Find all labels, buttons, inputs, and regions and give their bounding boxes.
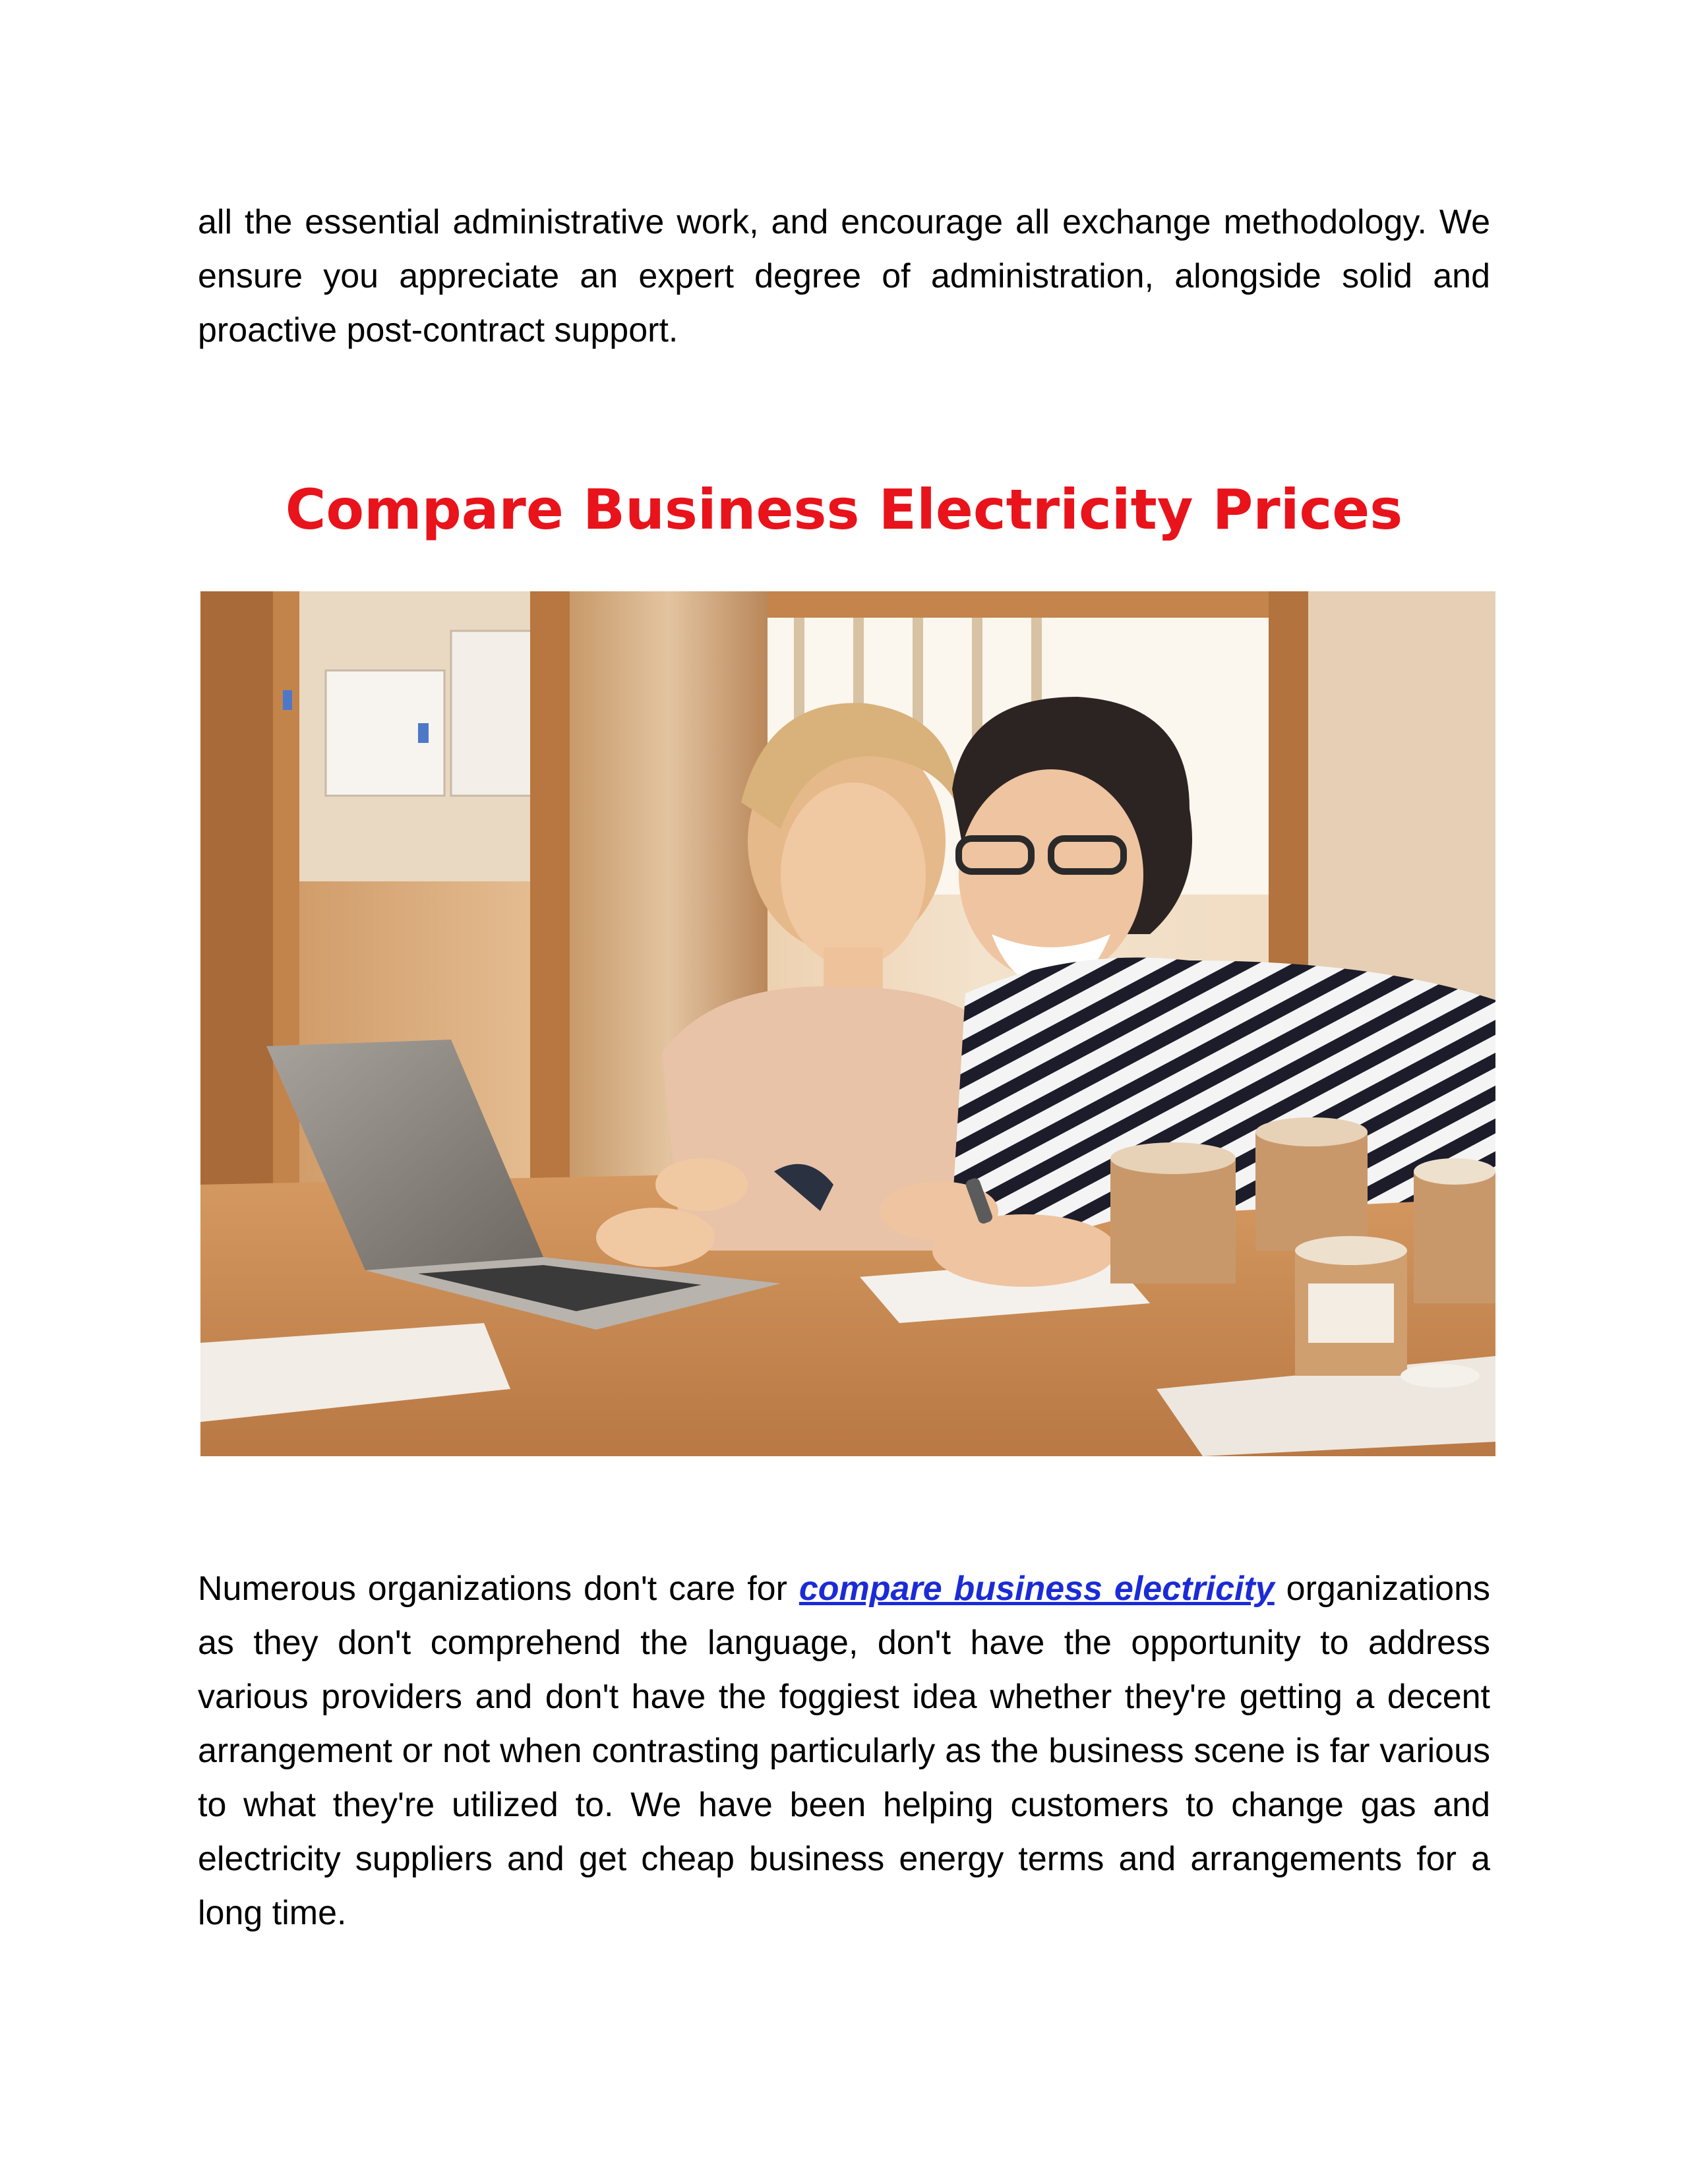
section-heading: Compare Business Electricity Prices <box>285 477 1403 542</box>
intro-paragraph: all the essential administrative work, and encourage all exchange methodology. We ensure you appreciate an expert degree of administration, alongside solid and proactive post-contract support. <box>198 203 1490 349</box>
compare-business-electricity-link[interactable]: compare business electricity <box>799 1570 1275 1608</box>
office-photo <box>200 591 1495 1456</box>
para-text-after-link: organizations as they don't comprehend the language, don't have the opportunity to address various providers and don't have the foggiest idea whether they're getting a decent arrangement or not when contrasting particularly as the business scene is far various to what they're utilized to. We have been helping customers to change gas and electricity suppliers and get cheap business energy terms and arrangements for a long time. <box>198 1570 1490 1932</box>
body-paragraph <box>198 1562 1490 1940</box>
para-text-before-link: Numerous organizations don't care for <box>198 1570 799 1608</box>
